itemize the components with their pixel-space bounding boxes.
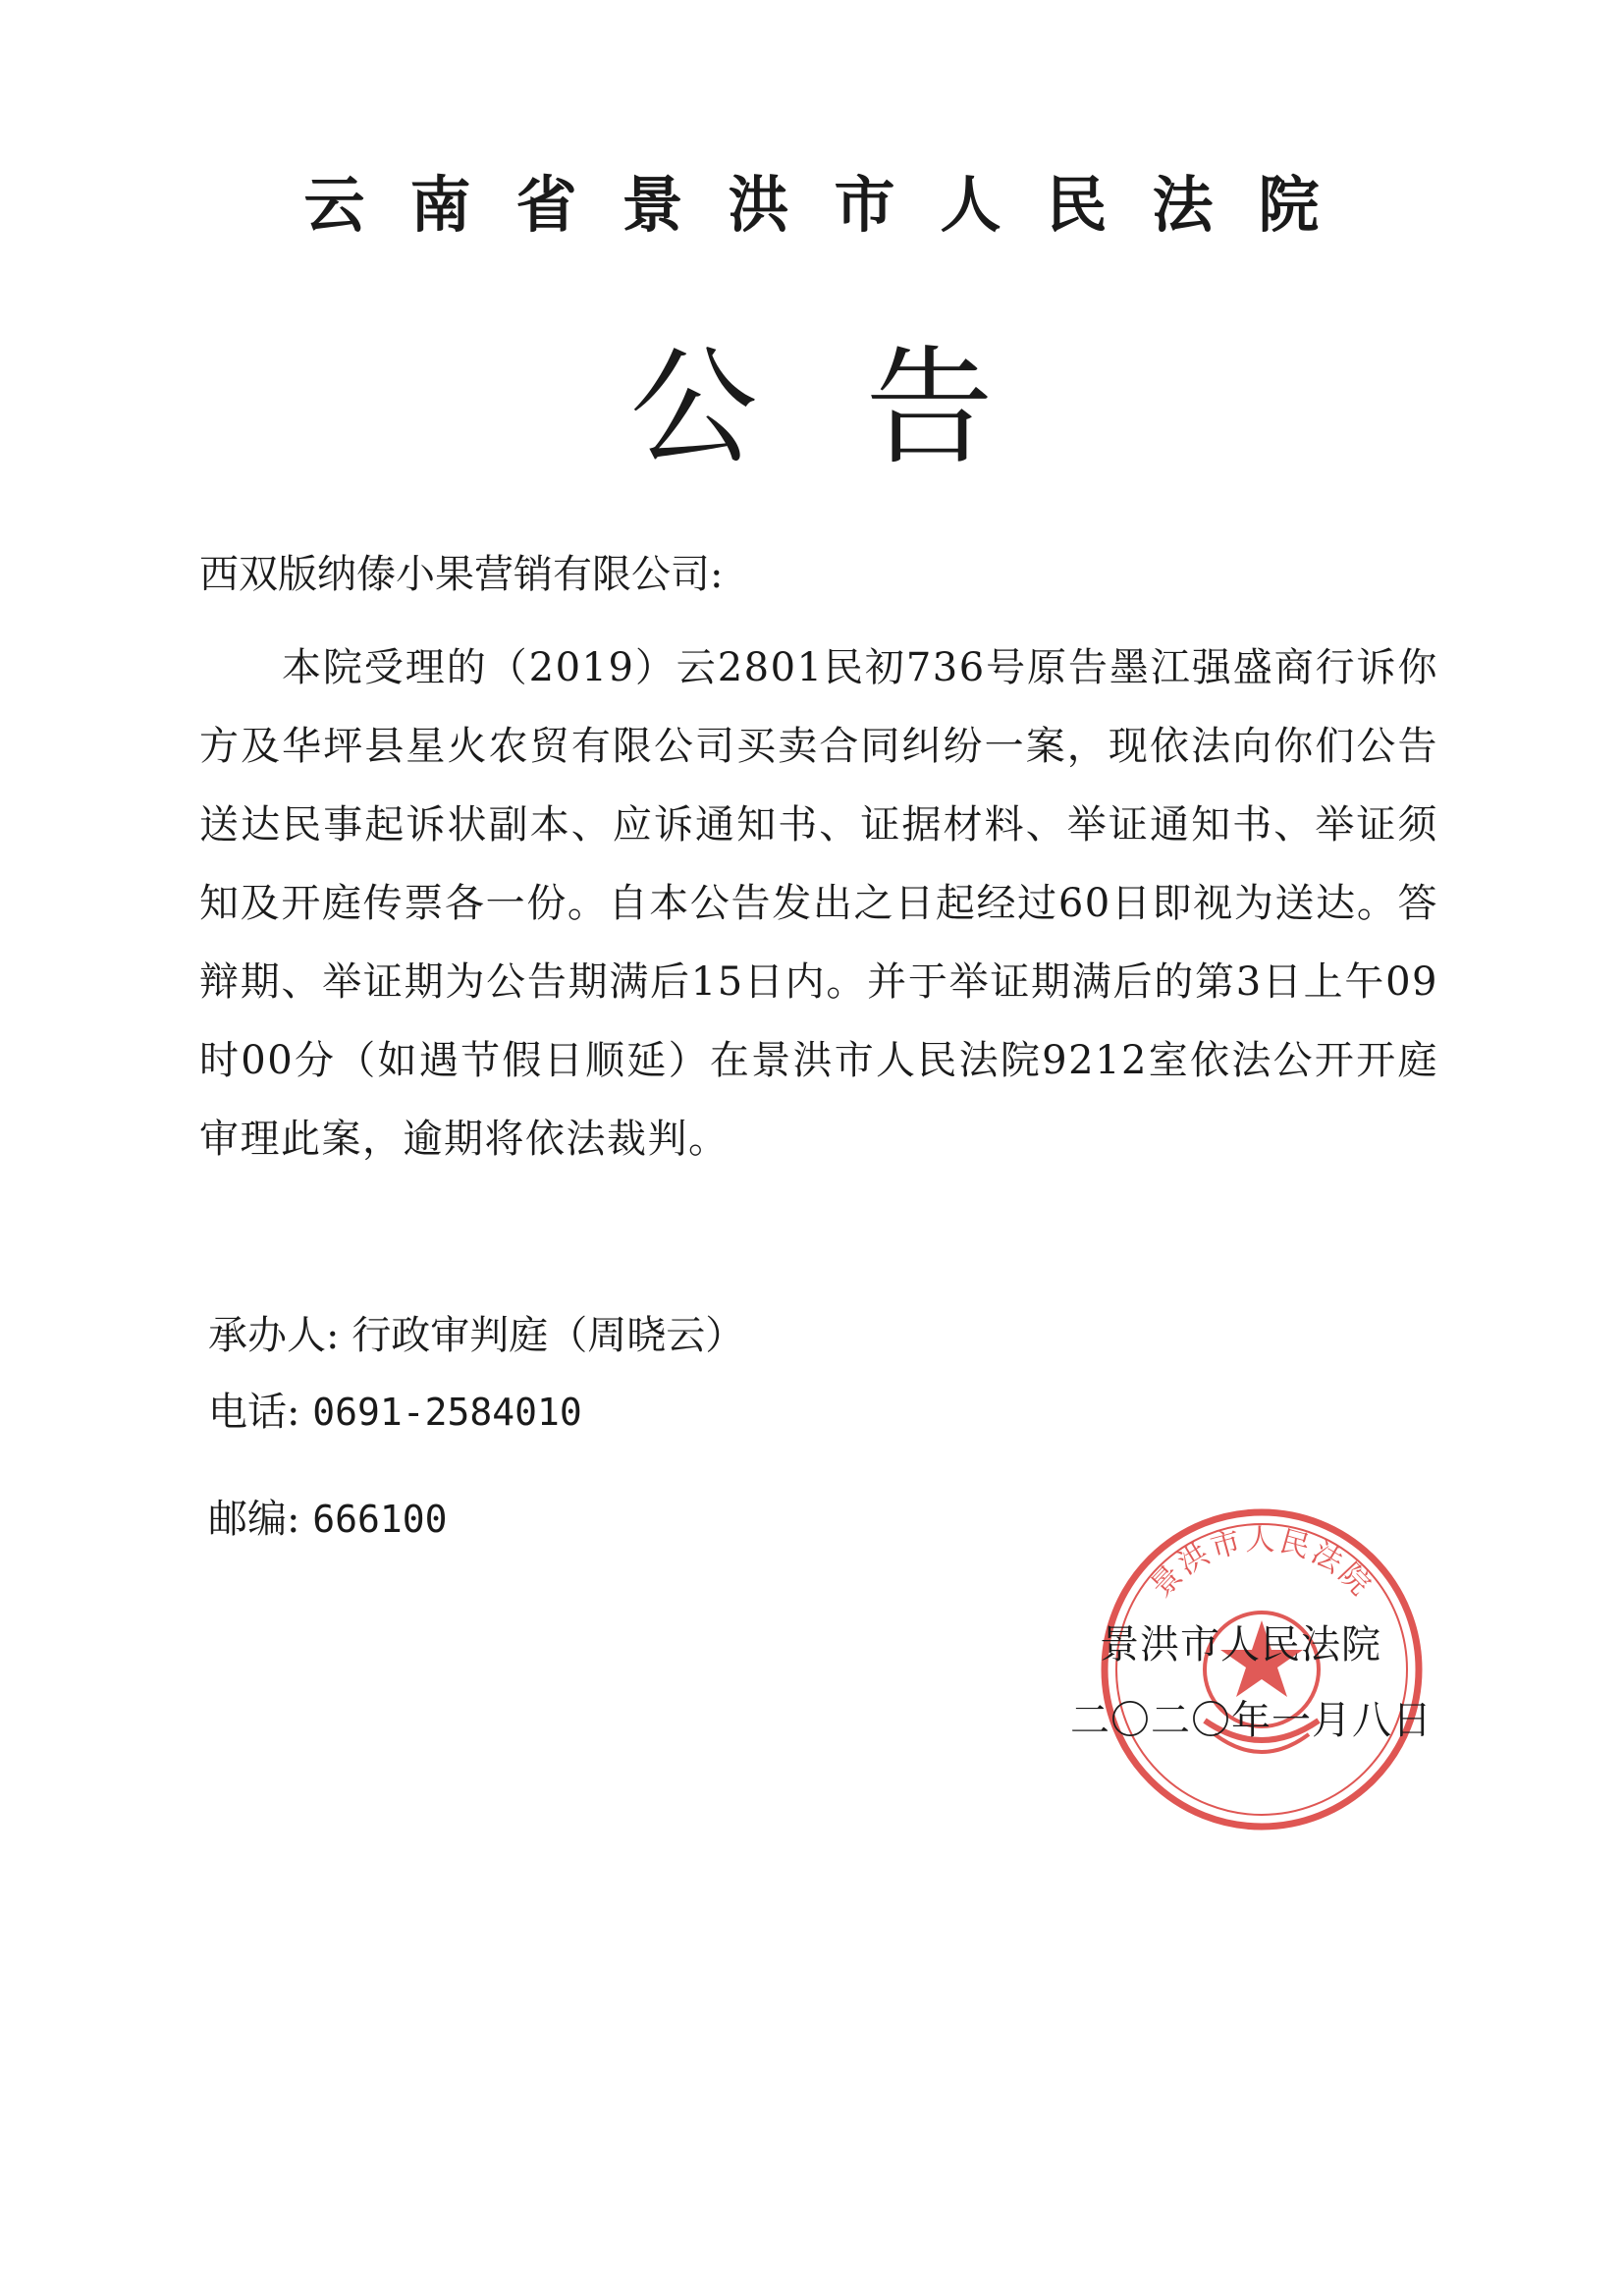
seal-text: 景洪市人民法院 (1144, 1522, 1380, 1605)
phone-value: 0691-2584010 (312, 1391, 582, 1434)
court-seal-stamp (1095, 1503, 1429, 1836)
phone-line (208, 1390, 582, 1435)
postcode-value: 666100 (312, 1498, 448, 1541)
document-title: 公告 (629, 333, 1102, 482)
phone-label: 电话: (208, 1390, 300, 1435)
postcode-line (208, 1497, 448, 1542)
court-name-heading: 云南省景洪市人民法院 (303, 169, 1365, 241)
signature-date: 二〇二〇年一月八日 (1070, 1698, 1433, 1743)
handler-label: 承办人: (208, 1313, 340, 1358)
handler-value: 行政审判庭（周晓云） (352, 1313, 745, 1358)
notice-body: 本院受理的（2019）云2801民初736号原告墨江强盛商行诉你方及华坪县星火农贸有限公司买卖合同纠纷一案，现依法向你们公告送达民事起诉状副本、应诉通知书、证据材料、举证通知书、举证须知及开庭传票各一份。自本公告发出之日起经过60日即视为送达。答辩期、举证期为公告期满后15日内。并于举证期满后的第3日上午09时00分（如遇节假日顺延）在景洪市人民法院9212室依法公开开庭审理此案，逾期将依法裁判。 (199, 645, 1438, 1162)
postcode-label: 邮编: (208, 1497, 300, 1542)
signature-court: 景洪市人民法院 (1100, 1622, 1381, 1667)
addressee: 西双版纳傣小果营销有限公司: (199, 552, 724, 597)
handler-line (208, 1313, 745, 1358)
